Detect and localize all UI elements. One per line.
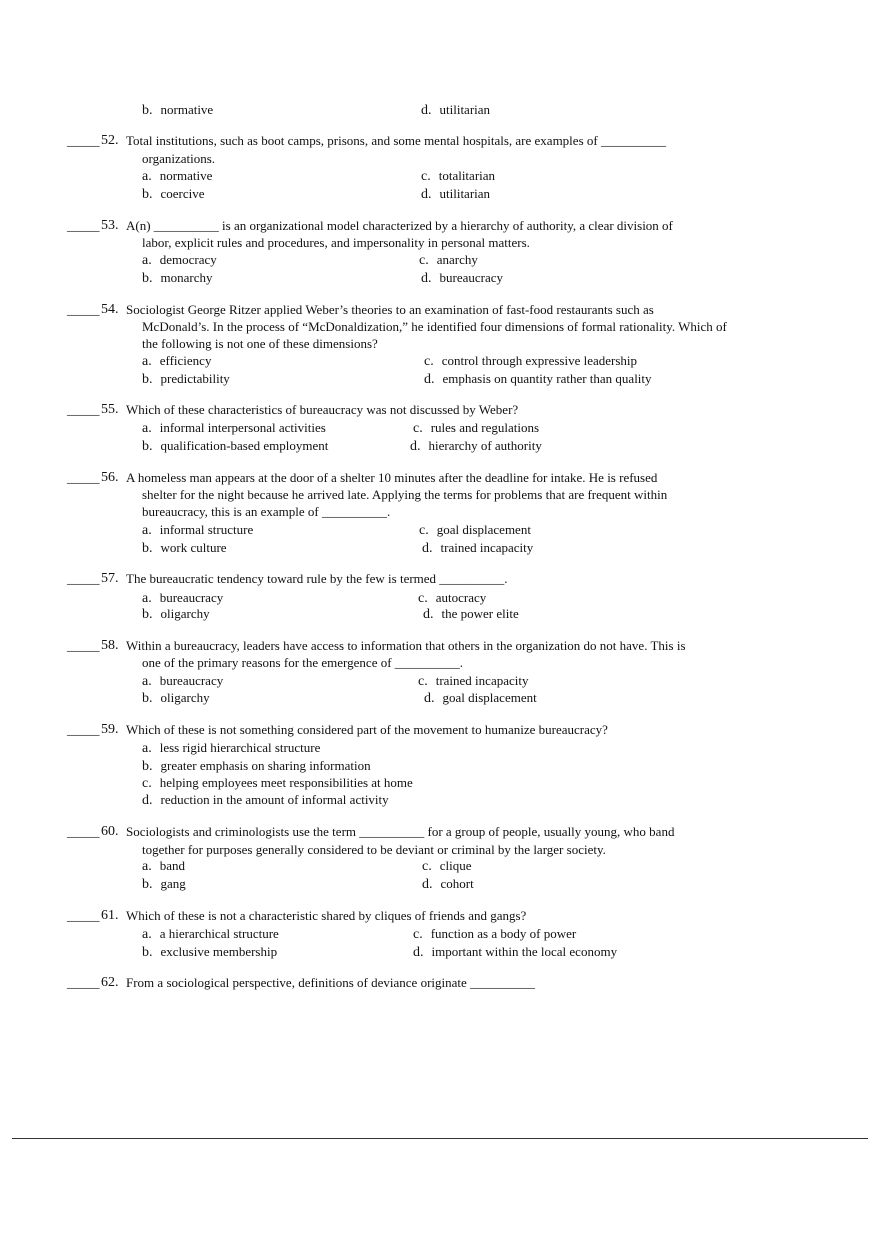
q52-number: 52.: [101, 133, 119, 148]
q57-number: 57.: [101, 571, 119, 586]
q61-option-d: d. important within the local economy: [413, 944, 618, 960]
q60-number: 60.: [101, 824, 119, 839]
q53-option-b: b. monarchy: [142, 270, 213, 286]
q60-option-c: c. clique: [422, 858, 472, 874]
q52-answer-blank[interactable]: _____: [67, 133, 100, 148]
q52-stem-line-1: Total institutions, such as boot camps, prisons, and some mental hospitals, are examples of __________: [126, 133, 666, 148]
q60-answer-blank[interactable]: _____: [67, 824, 100, 839]
q53-number: 53.: [101, 218, 119, 233]
q59-stem-line-1: Which of these is not something considered part of the movement to humanize bureaucracy?: [126, 722, 608, 737]
q56-option-a: a. informal structure: [142, 522, 254, 538]
q51-option-b: b. normative: [142, 102, 214, 118]
q56-option-c: c. goal displacement: [419, 522, 531, 538]
q55-option-a: a. informal interpersonal activities: [142, 420, 326, 436]
q55-stem-line-1: Which of these characteristics of bureaucracy was not discussed by Weber?: [126, 402, 519, 417]
q52-option-d: d. utilitarian: [421, 186, 491, 202]
q56-answer-blank[interactable]: _____: [67, 470, 100, 485]
q54-option-b: b. predictability: [142, 371, 230, 387]
q56-number: 56.: [101, 470, 119, 485]
q53-stem-line-1: A(n) __________ is an organizational model characterized by a hierarchy of authority, a clear division of: [126, 218, 673, 233]
q56-stem-line-2: shelter for the night because he arrived late. Applying the terms for problems that are frequent within: [142, 487, 668, 502]
q57-stem-line-1: The bureaucratic tendency toward rule by the few is termed __________.: [126, 571, 508, 586]
q57-option-c: c. autocracy: [418, 590, 487, 606]
q54-option-c: c. control through expressive leadership: [424, 353, 638, 369]
q57-option-b: b. oligarchy: [142, 606, 210, 622]
q58-option-c: c. trained incapacity: [418, 673, 529, 689]
q55-answer-blank[interactable]: _____: [67, 402, 100, 417]
q61-stem-line-1: Which of these is not a characteristic shared by cliques of friends and gangs?: [126, 908, 527, 923]
q61-option-b: b. exclusive membership: [142, 944, 278, 960]
q57-answer-blank[interactable]: _____: [67, 571, 100, 586]
q55-option-b: b. qualification-based employment: [142, 438, 329, 454]
q58-answer-blank[interactable]: _____: [67, 638, 100, 653]
q56-stem-line-3: bureaucracy, this is an example of __________.: [142, 504, 391, 519]
q58-stem-line-2: one of the primary reasons for the emergence of __________.: [142, 655, 464, 670]
q62-number: 62.: [101, 975, 119, 990]
q61-option-a: a. a hierarchical structure: [142, 926, 279, 942]
q54-stem-line-3: the following is not one of these dimensions?: [142, 336, 378, 351]
q53-answer-blank[interactable]: _____: [67, 218, 100, 233]
q59-option-a: a. less rigid hierarchical structure: [142, 740, 321, 756]
q51-option-d: d. utilitarian: [421, 102, 491, 118]
q54-stem-line-2: McDonald’s. In the process of “McDonaldization,” he identified four dimensions of formal rationality. Which of: [142, 319, 727, 334]
q56-option-d: d. trained incapacity: [422, 540, 534, 556]
q54-answer-blank[interactable]: _____: [67, 302, 100, 317]
q54-number: 54.: [101, 302, 119, 317]
q58-stem-line-1: Within a bureaucracy, leaders have access to information that others in the organization do not have. This is: [126, 638, 686, 653]
q59-number: 59.: [101, 722, 119, 737]
q52-option-c: c. totalitarian: [421, 168, 496, 184]
q61-option-c: c. function as a body of power: [413, 926, 577, 942]
q53-option-d: d. bureaucracy: [421, 270, 504, 286]
q53-stem-line-2: labor, explicit rules and procedures, and impersonality in personal matters.: [142, 235, 530, 250]
q52-stem-line-2: organizations.: [142, 151, 216, 166]
q58-option-a: a. bureaucracy: [142, 673, 224, 689]
q52-option-a: a. normative: [142, 168, 213, 184]
q62-stem-line-1: From a sociological perspective, definitions of deviance originate __________: [126, 975, 536, 990]
q60-option-a: a. band: [142, 858, 185, 874]
q59-option-c: c. helping employees meet responsibilities at home: [142, 775, 413, 791]
footer-divider: [12, 1138, 868, 1139]
q60-option-b: b. gang: [142, 876, 186, 892]
q55-option-d: d. hierarchy of authority: [410, 438, 542, 454]
q54-option-a: a. efficiency: [142, 353, 212, 369]
q52-option-b: b. coercive: [142, 186, 205, 202]
q59-option-b: b. greater emphasis on sharing information: [142, 758, 371, 774]
q57-option-a: a. bureaucracy: [142, 590, 224, 606]
q58-option-b: b. oligarchy: [142, 690, 210, 706]
q55-number: 55.: [101, 402, 119, 417]
q59-option-d: d. reduction in the amount of informal activity: [142, 792, 389, 808]
q61-answer-blank[interactable]: _____: [67, 908, 100, 923]
q53-option-a: a. democracy: [142, 252, 217, 268]
q61-number: 61.: [101, 908, 119, 923]
q53-option-c: c. anarchy: [419, 252, 478, 268]
q58-option-d: d. goal displacement: [424, 690, 537, 706]
q54-stem-line-1: Sociologist George Ritzer applied Weber’s theories to an examination of fast-food restaurants such as: [126, 302, 654, 317]
q56-option-b: b. work culture: [142, 540, 227, 556]
q58-number: 58.: [101, 638, 119, 653]
q56-stem-line-1: A homeless man appears at the door of a shelter 10 minutes after the deadline for intake. He is refused: [126, 470, 658, 485]
q54-option-d: d. emphasis on quantity rather than quality: [424, 371, 652, 387]
q62-answer-blank[interactable]: _____: [67, 975, 100, 990]
q60-stem-line-2: together for purposes generally considered to be deviant or criminal by the larger society.: [142, 842, 606, 857]
q55-option-c: c. rules and regulations: [413, 420, 540, 436]
q60-stem-line-1: Sociologists and criminologists use the term __________ for a group of people, usually young, who band: [126, 824, 675, 839]
q60-option-d: d. cohort: [422, 876, 474, 892]
q59-answer-blank[interactable]: _____: [67, 722, 100, 737]
q57-option-d: d. the power elite: [423, 606, 519, 622]
